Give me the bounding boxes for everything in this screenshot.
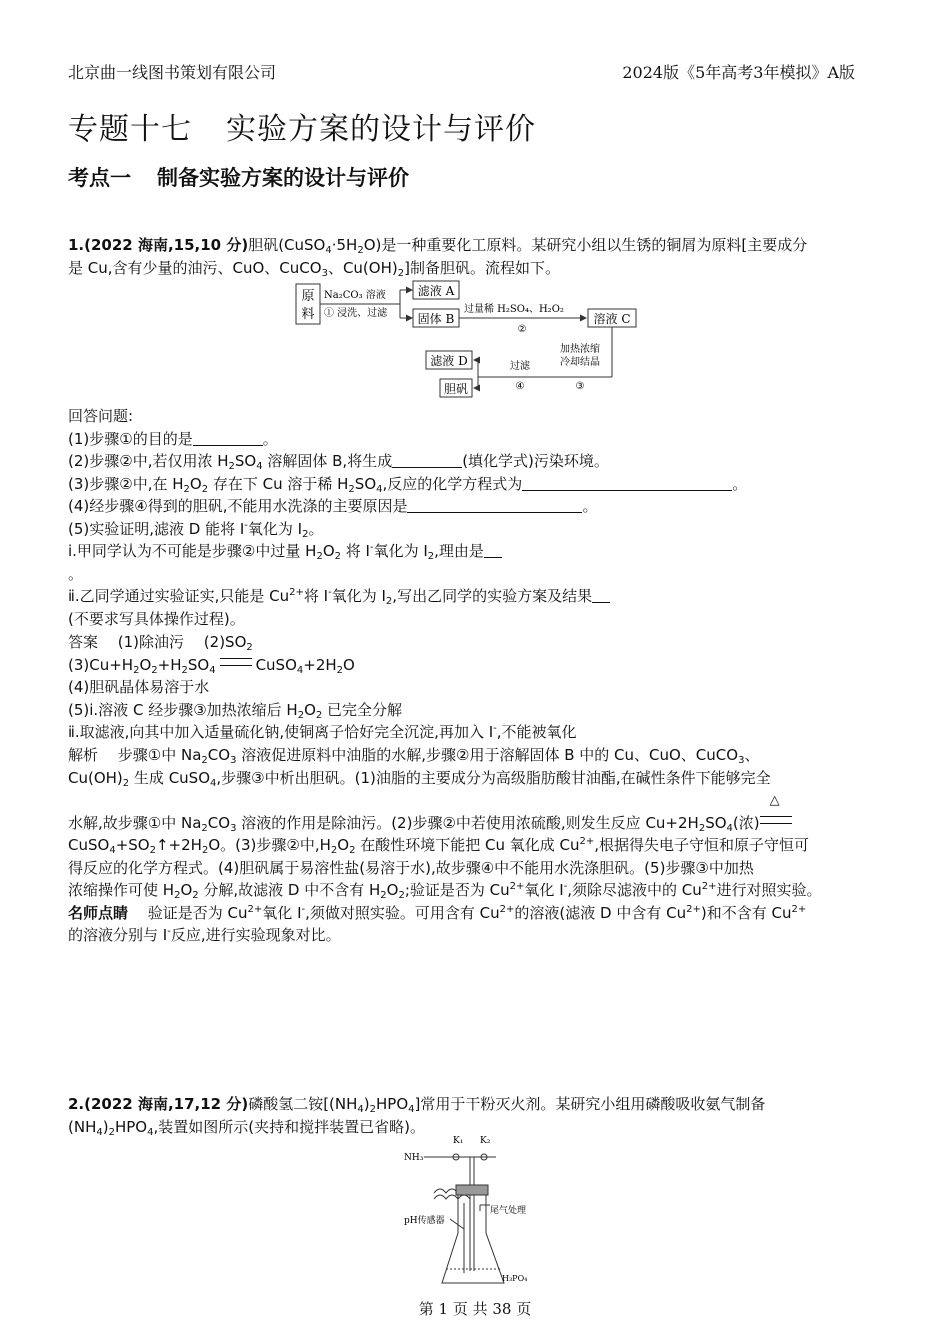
step-1-label: ① 浸洗、过滤 [324,308,388,319]
solution-c: 溶液 C [593,312,631,326]
valve-k2-label: K₂ [480,1136,491,1146]
heat-concentrate: 加热浓缩 [560,344,600,355]
apparatus-diagram [400,1133,540,1298]
reagent-h2so4: 过量稀 H₂SO₄、H₂O₂ [464,304,564,315]
reagent-na2co3: Na₂CO₃ 溶液 [324,290,386,301]
header-edition: 2024版《5年高考3年模拟》A版 [622,63,855,82]
nh3-label: NH₃ [404,1153,424,1163]
h3po4-label: H₃PO₄ [502,1274,528,1283]
tail-gas-label: 尾气处理 [490,1206,527,1216]
raw-material-2: 料 [301,307,315,322]
title-topic-name: 实验方案的设计与评价 [226,112,536,147]
flow-chart [288,278,648,403]
cool-crystallize: 冷却结晶 [560,357,600,368]
filtrate-d: 滤液 D [430,354,468,368]
raw-material-1: 原 [301,289,315,304]
valve-k1-label: K₁ [453,1136,464,1146]
question-2-source: 2.(2022 海南,17,12 分) [68,1095,249,1113]
ph-sensor-label: pH传感器 [404,1216,445,1226]
step-3-label: ③ [575,381,585,392]
step-4-label: ④ [515,381,525,392]
question-1-answer: 答案 (1)除油污 $(2)SO_2$ $(3)Cu+H_2O_2+H_2SO_4$ $CuSO_4+2H_2O$ (4)胆矾晶体易溶于水 (5)ⅰ.溶液 C 经步骤③加热浓缩后 $H_2O_2$ 已完全分解 ⅱ.取滤液,向其中加入适量硫化钠,使铜离子恰好完全沉淀,再加入 I-,不能被氧化 [68,633,577,741]
question-1-analysis: 解析 步骤①中 $Na_2CO_3$ 溶液促进原料中油脂的水解,步骤②用于溶解固体 B 中的 Cu、CuO、CuCO$_3$、 $Cu(OH)_2$ 生成 CuSO$_4$,步骤③中析出胆矾。(1)油脂的主要成分为高级脂肪酸甘油酯,在碱性条件下能够完全 水解,故步骤①中 $Na_2CO_3$ 溶液的作用是除油污。(2)步骤②中若使用浓硫酸,则发生反应 $Cu+2H_2SO_4$(浓) △ $CuSO_4+SO_2↑+2H_2O$。(3)步骤②中$,H_2O_2$ 在酸性环境下能把 Cu 氧化成 $Cu^{2+}$,根据得失电子守恒和原子守恒可 得反应的化学方程式。(4)胆矾属于易溶性盐(易溶于水),故步骤④中不能用水洗涤胆矾。(5)步骤③中加热 浓缩操作可使 $H_2O_2$ 分解,故滤液 D 中不含有 $H_2O_2$;验证是否为 $Cu^{2+}$氧化 I-,须除尽滤液中的 $Cu^{2+}$进行对照实验。 名师点睛 验证是否为 $Cu^{2+}$氧化 I-,须做对照实验。可用含有 $Cu^{2+}$的溶液(滤液 D 中含有 $Cu^{2+}$)和不含有 $Cu^{2+}$ 的溶液分别与 I-反应,进行实验现象对比。 [68,746,822,944]
page-title [68,104,536,148]
section-title [68,162,409,192]
question-1-source: 1.(2022 海南,15,10 分) [68,236,249,254]
filter-label: 过滤 [510,361,530,372]
question-2-stem: 2.(2022 海南,17,12 分)磷酸氢二铵$[(NH_4)_2HPO_4]$常用于干粉灭火剂。某研究小组用磷酸吸收氨气制备 $(NH_4)_2HPO_4$,装置如图所示(夹持和搅拌装置已省略)。 [68,1095,766,1138]
solid-b: 固体 B [417,312,455,326]
question-1-subquestions: 回答问题: (1)步骤①的目的是 。 (2)步骤②中,若仅用浓 $H_2SO_4$ 溶解固体 B,将生成 (填化学式)污染环境。 (3)步骤②中,在 $H_2O_2$ 存在下 Cu 溶于稀 $H_2SO_4$,反应的化学方程式为 。 (4)经步骤④得到的胆矾,不能用水洗涤的主要原因是 。 (5)实验证明,滤液 D 能将 I-氧化为 $I_2$。 ⅰ.甲同学认为不可能是步骤②中过量 $H_2O_2$ 将 I-氧化为 $I_2$,理由是 。 ⅱ.乙同学通过实验证实,只能是 $Cu^{2+}$将 I-氧化为 $I_2$,写出乙同学的实验方案及结果 (不要求写具体操作过程)。 [68,407,748,628]
step-2-label: ② [517,324,527,335]
section-number: 考点一 [68,166,131,190]
header-company: 北京曲一线图书策划有限公司 [68,63,277,82]
section-name: 制备实验方案的设计与评价 [157,166,409,190]
question-1-stem: 1.(2022 海南,15,10 分)胆矾$(CuSO_4\cdot 5H_2O)$是一种重要化工原料。某研究小组以生锈的铜屑为原料[主要成分 是 Cu,含有少量的油污、CuO、CuCO$_3$、$Cu(OH)_2$]制备胆矾。流程如下。 [68,236,808,279]
product-label: 胆矾 [443,382,469,396]
tip-label: 名师点睛 [68,903,129,922]
title-topic-number: 专题十七 [68,112,192,147]
page-footer: 第 1 页 共 38 页 [418,1300,532,1318]
analysis-label: 解析 [68,746,99,764]
filtrate-a: 滤液 A [417,284,455,298]
answer-prompt: 回答问题: [68,407,134,425]
answer-label: 答案 [68,633,99,651]
